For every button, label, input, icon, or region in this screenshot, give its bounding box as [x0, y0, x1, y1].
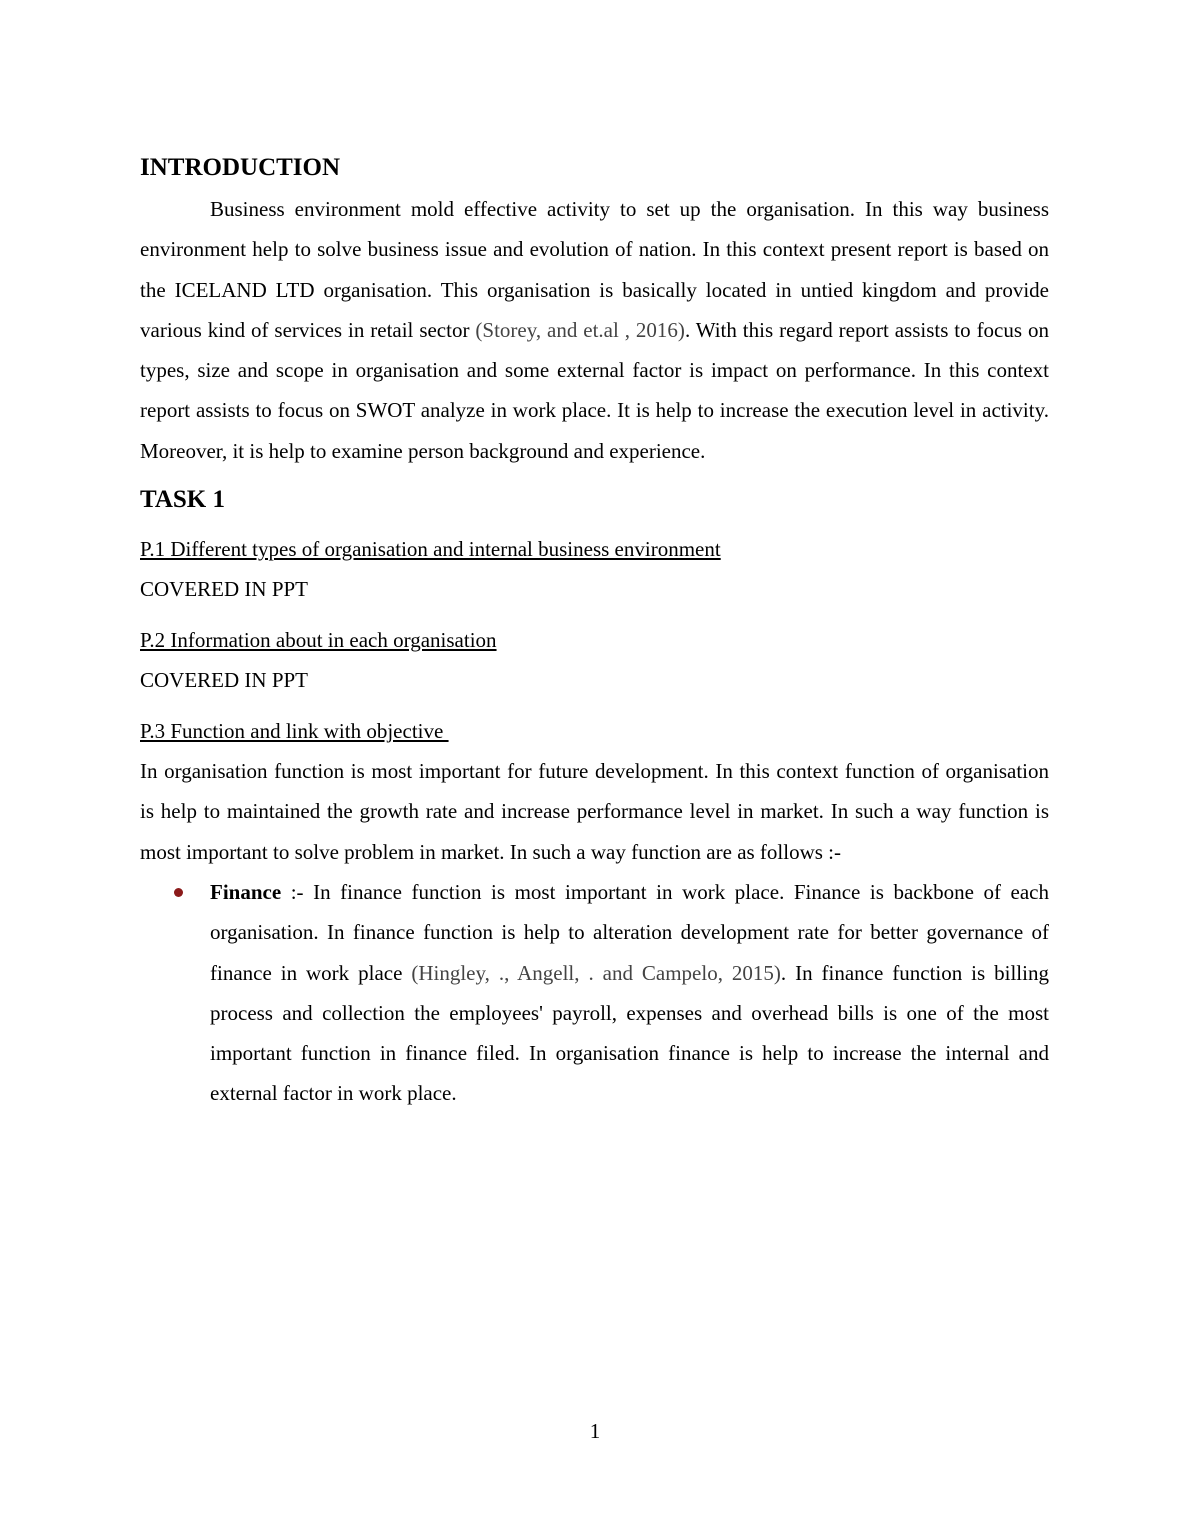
p3-paragraph: In organisation function is most important for future development. In this context function of organisation is help to maintained the growth rate and increase performance level in market. In such a way function is most important to solve problem in market. In such a way function are as follows :-: [140, 759, 1049, 864]
page-number: 1: [589, 1419, 601, 1443]
p1-subheading: P.1 Different types of organisation and internal business environment: [140, 537, 721, 562]
introduction-text-b: . With this regard report assists to focus on types, size and scope in organisation and some external factor is impact on performance. In this context report assists to focus on SWOT analyze in work place. It is help to increase the execution level in activity. Moreover, it is help to examine person background and experience.: [140, 317, 1049, 463]
introduction-citation: (Storey, and et.al , 2016): [475, 317, 685, 342]
finance-term: Finance: [210, 879, 282, 904]
function-list: [140, 872, 1049, 1114]
document-page: [140, 150, 1049, 1114]
introduction-heading: INTRODUCTION: [140, 154, 341, 181]
list-item-finance: [140, 872, 1049, 1114]
task-1-heading: TASK 1: [140, 486, 225, 514]
p3-subheading: P.3 Function and link with objective: [140, 719, 449, 744]
bullet-dot-icon: [174, 888, 183, 897]
p2-note: COVERED IN PPT: [140, 668, 309, 693]
p2-subheading: P.2 Information about in each organisation: [140, 628, 497, 653]
introduction-text-a: Business environment mold effective activity to set up the organisation. In this way business environment help to solve business issue and evolution of nation. In this context present report is based on the ICELAND LTD organisation. This organisation is basically located in untied kingdom and provide various kind of services in retail sector: [140, 197, 1049, 342]
introduction-paragraph: [140, 189, 1049, 471]
finance-text-a: :- In finance function is most important in work place. Finance is backbone of each organisation. In finance function is help to alteration development rate for better governance of finance in work place: [210, 879, 1049, 985]
finance-text-b: . In finance function is billing process and collection the employees' payroll, expenses and overhead bills is one of the most important function in finance filed. In organisation finance is help to increase the internal and external factor in work place.: [210, 960, 1049, 1106]
p1-note: COVERED IN PPT: [140, 577, 309, 602]
finance-citation: (Hingley, ., Angell, . and Campelo, 2015): [411, 960, 781, 985]
